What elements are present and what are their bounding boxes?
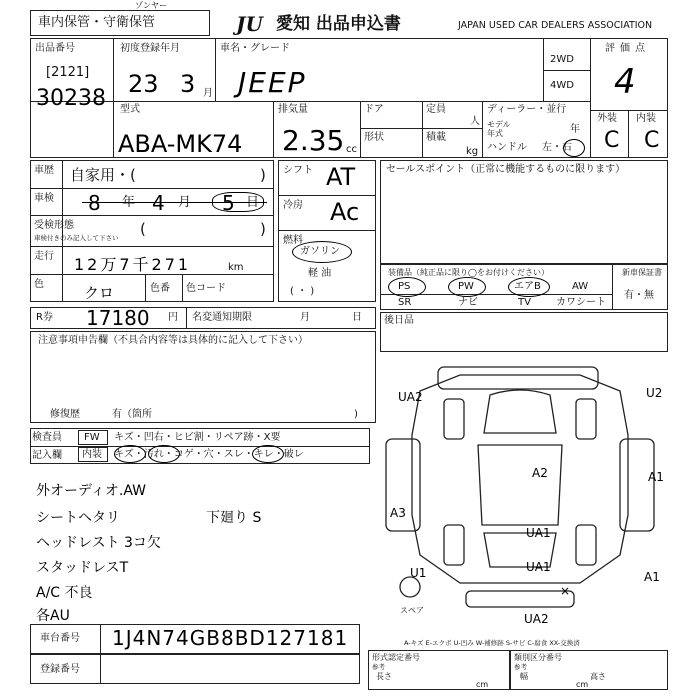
equip-kawa-seat: カワシート (556, 297, 606, 308)
interior-label: 内装 (636, 113, 656, 124)
model-year-unit: 年 (570, 124, 580, 135)
registration-label: 登録番号 (40, 664, 80, 675)
inspector-label: 検査員 (32, 432, 62, 443)
car-name: JEEP (238, 66, 307, 99)
displacement-value: 2.35 (282, 124, 345, 157)
repair-history-label: 修復歴 (50, 409, 80, 420)
category-ref: 参考 (514, 663, 527, 671)
fuel-gas-circle (292, 241, 352, 263)
color-number-label: 色番 (150, 283, 170, 294)
equip-navi: ナビ (458, 297, 478, 308)
inspection-day-paren (212, 192, 264, 212)
displacement-label: 排気量 (278, 104, 308, 115)
load-label: 積載 (426, 132, 446, 143)
length-label: 長さ (376, 672, 392, 681)
int-label: 内装 (82, 449, 102, 460)
mark-u1-left: U1 (410, 566, 427, 580)
equip-pw-circle (448, 277, 486, 297)
first-reg-month: 3 (180, 70, 196, 98)
mileage-label: 走行 (34, 251, 54, 262)
mileage-unit: km (228, 262, 244, 273)
inspection-label: 車検 (34, 193, 54, 204)
chassis-value: 1J4N74GB8BD127181 (112, 626, 349, 650)
after-car-block (380, 312, 668, 352)
int-circle-2 (148, 445, 180, 463)
shift-label: シフト (283, 165, 313, 176)
spare-label: スペア (400, 606, 424, 615)
color-code-label: 色コード (186, 283, 226, 294)
fuel-label: 燃料 (283, 235, 303, 246)
mark-a3: A3 (390, 506, 406, 520)
after-car-label: 後日品 (384, 315, 414, 326)
warranty-label: 新車保証書 (622, 268, 662, 277)
handwritten-note-3: ヘッドレスト 3コ欠 (36, 535, 161, 551)
equipment-label: 装備品（純正品に限り◯をお付けください） (388, 268, 549, 277)
height-label: 高さ (590, 672, 606, 681)
equip-aw: AW (572, 281, 589, 292)
name-change-day: 日 (352, 312, 362, 323)
fuel-paren: ( ・ ) (290, 286, 315, 297)
sales-point-label: セールスポイント（正常に機能するものに限ります） (386, 164, 626, 175)
mark-ua2-left: UA2 (398, 390, 423, 404)
capacity-unit: 人 (470, 116, 480, 127)
handwritten-note-5: A/C 不良 (36, 585, 93, 601)
model-year-label: モデル年式 (487, 120, 511, 138)
recycle-label: R券 (36, 312, 53, 323)
name-change-month: 月 (300, 312, 310, 323)
vehicle-history-block (30, 160, 274, 302)
equip-tv: TV (518, 297, 531, 308)
handwritten-note-2: シートヘタリ (36, 510, 120, 526)
handle-label: ハンドル (487, 142, 527, 153)
first-reg-month-unit: 月 (203, 88, 213, 99)
recycle-value: 17180 (86, 306, 150, 330)
format-cert-ref: 参考 (372, 663, 385, 671)
model-value: ABA-MK74 (118, 130, 243, 158)
inspection-day: 5 (222, 191, 235, 215)
equip-sr: SR (398, 297, 412, 308)
mark-ua2-bottom: UA2 (524, 612, 549, 626)
capacity-label: 定員 (426, 104, 446, 115)
equip-airbag: エアB (514, 281, 541, 292)
equip-pw: PW (458, 281, 474, 292)
history-close: ) (260, 166, 266, 184)
inspection-form-open: ( (140, 220, 146, 238)
format-cert-label: 形式認定番号 (372, 653, 420, 662)
load-unit: kg (466, 146, 479, 157)
inspection-year: 8 (88, 191, 101, 215)
color-value: クロ (84, 284, 115, 302)
score-value: 4 (614, 62, 636, 102)
equip-ps: PS (398, 281, 411, 292)
chassis-label: 車台番号 (40, 633, 80, 644)
inspection-form-note: 車検付きのみ記入して下さい (34, 234, 119, 242)
equip-ps-circle (388, 277, 426, 297)
mark-a1-bottom: A1 (644, 570, 660, 584)
fuel-diesel: 軽 油 (308, 268, 332, 279)
int-circle-1 (114, 445, 146, 463)
equip-airbag-circle (508, 277, 550, 297)
interior-grade: C (644, 128, 660, 153)
form-title: 愛知 出品申込書 (276, 14, 401, 34)
fw-label: FW (84, 432, 100, 443)
recycle-unit: 円 (168, 312, 178, 323)
displacement-unit: cc (346, 144, 357, 155)
inspection-form-close: ) (260, 220, 266, 238)
width-label: 幅 (520, 672, 528, 681)
mark-a2: A2 (532, 466, 548, 480)
handwritten-note-side: 下廻り S (206, 510, 262, 526)
score-label: 評価点 (605, 43, 650, 54)
category-label: 類別区分番号 (514, 653, 562, 662)
inspection-month: 4 (152, 191, 165, 215)
length-unit: cm (476, 680, 489, 689)
handwritten-note-1: 外オーディオ.AW (36, 483, 146, 499)
handwritten-note-4: スタッドレスT (36, 560, 129, 576)
first-reg-year: 23 (128, 70, 159, 98)
mark-ua1: UA1 (526, 526, 551, 540)
ju-logo-mark: JU (236, 12, 263, 36)
exterior-grade: C (604, 128, 620, 153)
handle-options: 左・右 (542, 142, 572, 153)
mileage-value: 12万7千271 (74, 255, 192, 274)
aircon-value: Ac (330, 198, 360, 226)
lot-number: 30238 (36, 86, 106, 111)
lot-label: 出品番号 (35, 43, 75, 54)
handwritten-note-6: 各AU (36, 608, 70, 624)
width-unit: cm (576, 680, 589, 689)
int-items: キズ・汚れ・コゲ・穴・スレ・キレ・破レ (114, 449, 304, 460)
mark-u2-right: U2 (646, 386, 663, 400)
model-label: 型式 (120, 104, 140, 115)
notes-label: 注意事項申告欄（不具合内容等は具体的に記入して下さい） (38, 335, 308, 346)
history-label: 車歴 (34, 165, 54, 176)
history-value: 自家用・( (70, 166, 136, 184)
first-reg-label: 初度登録年月 (120, 43, 180, 54)
lot-code: [2121] (46, 65, 90, 80)
repair-history-value: 有（箇所 (112, 409, 152, 420)
inspection-form-label: 受検形態 (34, 220, 74, 231)
mark-ua1-center: UA1 (526, 560, 551, 574)
name-change-label: 名変通知期限 (192, 312, 252, 323)
association-name: JAPAN USED CAR DEALERS ASSOCIATION (458, 20, 653, 31)
sales-point-block (380, 160, 668, 264)
name-grade-label: 車名・グレード (220, 43, 290, 54)
shape-label: 形状 (364, 132, 384, 143)
shift-value: AT (326, 163, 356, 191)
int-circle-3 (252, 445, 284, 463)
dealer-label: ディーラー・並行 (487, 104, 567, 115)
entry-label: 記入欄 (32, 450, 62, 461)
inspection-day-unit: 日 (246, 195, 260, 210)
mark-x: × (560, 584, 571, 598)
damage-legend: A-キズ E-エクボ U-凹み W-補修跡 S-サビ C-腐食 XX-交換済 (404, 639, 580, 647)
fuel-gas: ガソリン (300, 246, 340, 257)
fw-items: キズ・凹右・ヒビ割・リペア跡・X要 (114, 432, 281, 443)
ju-logo (236, 13, 274, 35)
inspection-month-unit: 月 (178, 195, 192, 210)
door-label: ドア (364, 104, 384, 115)
warranty-options: 有・無 (624, 290, 654, 301)
mark-a1-right: A1 (648, 470, 664, 484)
drive-4wd: 4WD (550, 80, 574, 91)
exterior-label: 外装 (597, 113, 617, 124)
handle-right-circle (563, 139, 585, 157)
inspection-year-unit: 年 (122, 195, 136, 210)
aircon-label: 冷房 (283, 200, 303, 211)
storage-label: 車内保管・守衛保管 (38, 15, 156, 30)
repair-history-close: ) (354, 409, 358, 420)
top-scrawl: ゾンヤー (135, 1, 167, 10)
drive-2wd: 2WD (550, 54, 574, 65)
color-label: 色 (34, 279, 44, 290)
